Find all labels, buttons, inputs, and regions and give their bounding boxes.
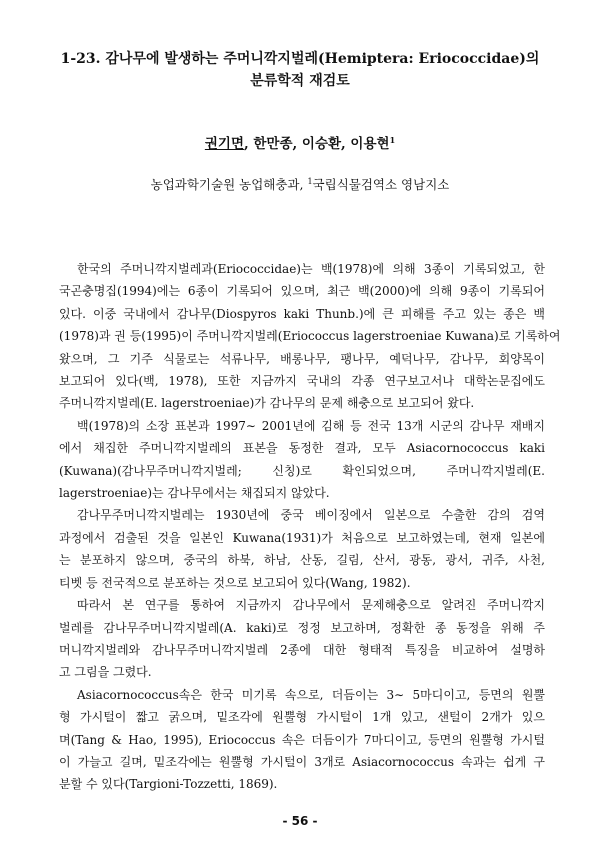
- body-line: 는 분포하지 않으며, 중국의 하북, 하남, 산동, 길림, 산서, 광동, 광서, 귀주, 사천,: [59, 553, 545, 568]
- affiliation-mark: 1: [307, 177, 313, 186]
- title-line-2: 분류학적 재검토: [250, 73, 350, 89]
- affiliation-secondary: 국립식물검역소 영남지소: [312, 177, 450, 192]
- body-line: 티벳 등 전국적으로 분포하는 것으로 보고되어 있다(Wang, 1982).: [59, 575, 411, 590]
- affiliation: [40, 177, 560, 193]
- body-line: (1978)과 권 등(1995)이 주머니깍지벌레(Eriococcus lagerstroeniae Kuwana)로 기록하여: [59, 329, 561, 344]
- first-author: 권기면: [204, 136, 244, 152]
- body-line: 에서 채집한 주머니깍지벌레의 표본을 동정한 결과, 모두 Asiacornococcus kaki: [59, 441, 545, 456]
- body-line: 국곤충명집(1994)에는 6종이 기록되어 있으며, 최근 백(2000)에 의해 9종이 기록되어: [59, 284, 545, 299]
- abstract-body: [59, 258, 561, 796]
- body-line: 형 가시털이 짧고 굵으며, 밑조각에 원뿔형 가시털이 1개 있고, 샌털이 2개가 있으: [59, 710, 545, 725]
- body-line: 과정에서 검출된 것을 일본인 Kuwana(1931)가 처음으로 보고하였는데, 현재 일본에: [59, 530, 545, 545]
- affiliation-primary: 농업과학기술원 농업해충과,: [150, 177, 308, 192]
- body-line: 분할 수 있다(Targioni-Tozzetti, 1869).: [59, 777, 278, 792]
- body-line: (Kuwana)(감나무주머니깍지벌레; 신칭)로 확인되었으며, 주머니깍지벌레(E.: [59, 463, 545, 478]
- author-affiliation-mark: 1: [389, 135, 396, 145]
- author-list: [40, 135, 560, 153]
- paper-title: [40, 48, 560, 92]
- body-line: Asiacornococcus속은 한국 미기록 속으로, 더듬이는 3∼ 5마디이고, 등면의 원뿔: [77, 687, 545, 702]
- body-line: 감나무주머니깍지벌레는 1930년에 중국 베이징에서 일본으로 수출한 감의 검역: [77, 508, 545, 523]
- co-authors: , 한만종, 이승환, 이용현: [243, 136, 390, 152]
- body-paragraph: [59, 258, 561, 415]
- body-line: 이 가늘고 길며, 밑조각에는 원뿔형 가시털이 3개로 Asiacornococcus 속과는 쉽게 구: [59, 754, 545, 769]
- body-paragraph: [59, 594, 545, 684]
- body-line: 며(Tang & Hao, 1995), Eriococcus 속은 더듬이가 7마디이고, 등면의 원뿔형 가시털: [59, 732, 545, 747]
- body-line: 백(1978)의 소장 표본과 1997∼ 2001년에 김해 등 전국 13개 시군의 감나무 재배지: [77, 418, 545, 433]
- body-line: 왔으며, 그 기주 식물로는 석류나무, 배롱나무, 팽나무, 예덕나무, 감나무, 회양목이: [59, 351, 545, 366]
- body-line: 따라서 본 연구를 통하여 지금까지 감나무에서 문제해충으로 알려진 주머니깍지: [77, 598, 545, 613]
- body-line: 있다. 이중 국내에서 감나무(Diospyros kaki Thunb.)에 큰 피해를 주고 있는 종은 백: [59, 306, 545, 321]
- body-line: lagerstroeniae)는 감나무에서는 채집되지 않았다.: [59, 486, 330, 501]
- body-paragraph: [59, 415, 545, 505]
- page-number: - 56 -: [282, 814, 318, 828]
- body-line: 보고되어 있다(백, 1978), 또한 지금까지 국내의 각종 연구보고서나 대학논문집에도: [59, 374, 545, 389]
- body-line: 한국의 주머니깍지벌레과(Eriococcidae)는 백(1978)에 의해 3종이 기록되었고, 한: [77, 262, 545, 276]
- title-line-1: 1-23. 감나무에 발생하는 주머니깍지벌레(Hemiptera: Eriococcidae)의: [60, 51, 540, 67]
- body-line: 주머니깍지벌레(E. lagerstroeniae)가 감나무의 문제 해충으로 보고되어 왔다.: [59, 396, 475, 411]
- body-paragraph: [59, 504, 545, 594]
- body-paragraph: [59, 684, 545, 796]
- body-line: 벌레를 감나무주머니깍지벌레(A. kaki)로 정정 보고하며, 정확한 종 동정을 위해 주: [59, 620, 545, 635]
- body-line: 고 그림을 그렸다.: [59, 665, 152, 680]
- body-line: 머니깍지벌레와 감나무주머니깍지벌레 2종에 대한 형태적 특징을 비교하여 설명하: [59, 642, 545, 657]
